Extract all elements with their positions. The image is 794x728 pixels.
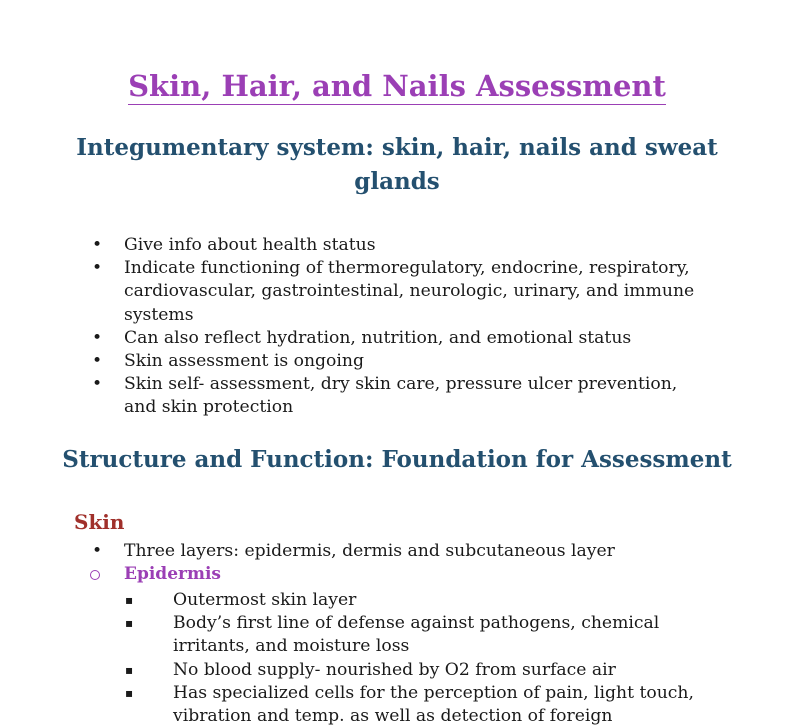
list-item: ▪ Outermost skin layer — [0, 589, 733, 612]
list-item: • Can also reflect hydration, nutrition, and emotional status — [0, 327, 714, 350]
integumentary-bullet-list — [0, 234, 714, 420]
bullet-icon: • — [92, 258, 103, 279]
list-item: ▪ No blood supply- nourished by O2 from surface air — [0, 659, 733, 682]
list-item: ▪ Body’s first line of defense against pathogens, chemical irritants, and moisture loss — [125, 613, 660, 657]
square-bullet-icon: ▪ — [125, 685, 134, 700]
list-item: • Skin self- assessment, dry skin care, pressure ulcer prevention, and skin protection — [92, 374, 678, 418]
skin-bullet-list — [0, 540, 714, 563]
section-heading-integumentary: Integumentary system: skin, hair, nails and sweat glands — [76, 134, 718, 195]
page-title — [0, 66, 794, 106]
square-bullet-icon: ▪ — [125, 662, 134, 677]
subheading-skin: Skin — [74, 510, 125, 534]
epidermis-item-list — [0, 589, 733, 728]
list-item: ▪ Has specialized cells for the perception of pain, light touch, vibration and temp. as well as detection of foreign — [125, 682, 694, 727]
section-heading-structure: Structure and Function: Foundation for Assessment — [62, 446, 732, 473]
page-title-text: Skin, Hair, and Nails Assessment — [128, 69, 666, 103]
square-bullet-icon: ▪ — [125, 616, 134, 631]
bullet-icon: • — [92, 235, 103, 255]
bullet-icon: • — [92, 374, 103, 395]
list-item: • Give info about health status — [0, 234, 714, 257]
list-item: • Skin assessment is ongoing — [0, 350, 714, 373]
list-item: • Three layers: epidermis, dermis and subcutaneous layer — [0, 540, 714, 563]
bullet-icon: • — [92, 541, 103, 561]
list-item: • Indicate functioning of thermoregulatory, endocrine, respiratory, cardiovascular, gastrointestinal, neurologic, urinary, and immune systems — [92, 258, 695, 325]
hollow-circle-bullet-icon — [90, 570, 100, 580]
bullet-icon: • — [92, 327, 103, 348]
subheading-epidermis: Epidermis — [124, 564, 221, 584]
square-bullet-icon: ▪ — [125, 593, 134, 607]
bullet-icon: • — [92, 351, 103, 372]
